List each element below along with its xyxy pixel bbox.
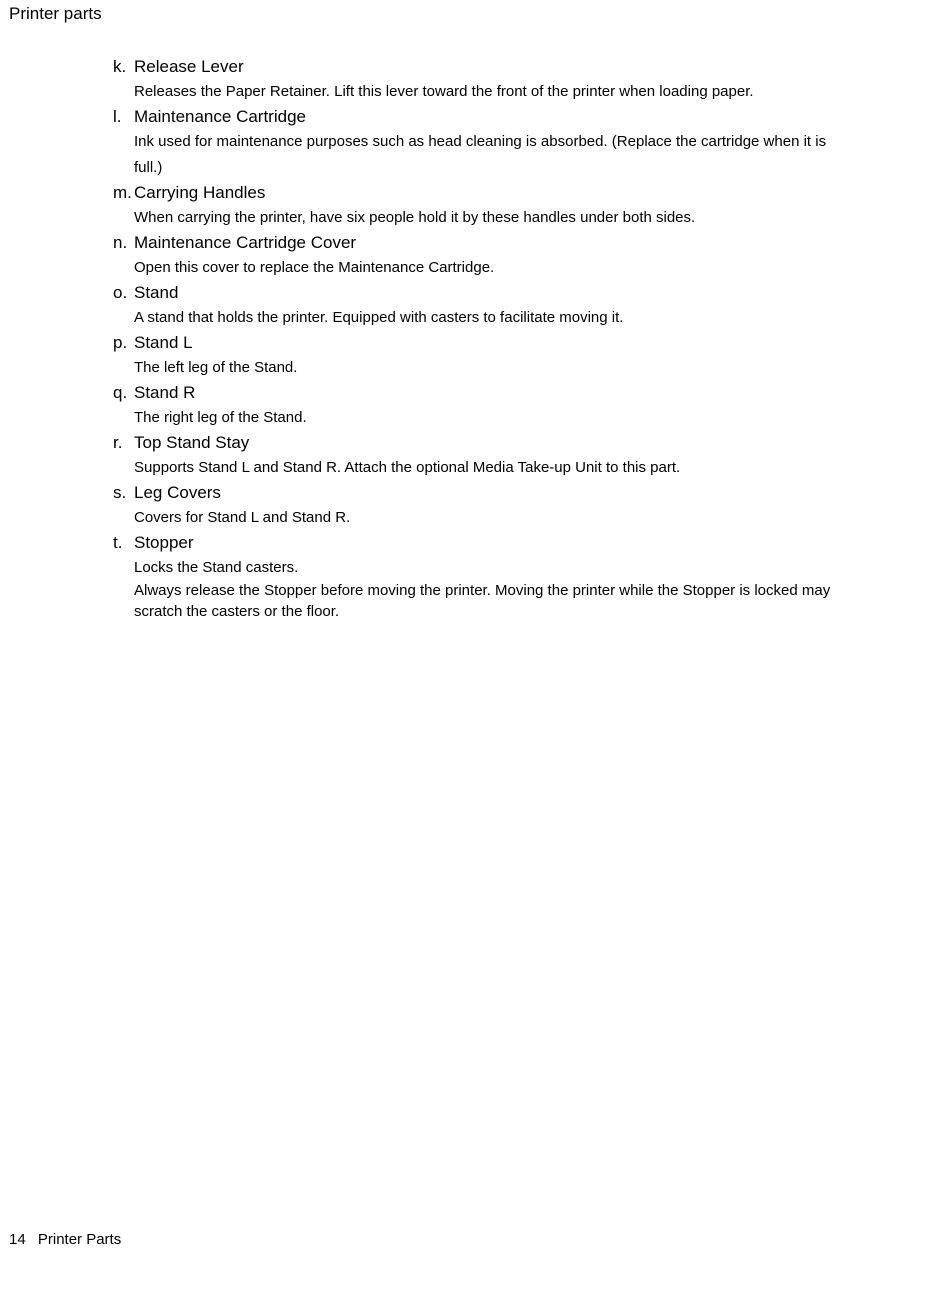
item-marker: o. xyxy=(113,283,128,302)
part-item-top-stand-stay xyxy=(113,431,848,481)
part-name: Maintenance Cartridge Cover xyxy=(134,233,357,252)
part-caution-note: Always release the Stopper before moving the printer. Moving the printer while the Stopper is locked may scratch the casters or the floor. xyxy=(134,582,831,620)
part-description: When carrying the printer, have six people hold it by these handles under both sides. xyxy=(134,209,696,226)
part-name: Stand xyxy=(134,283,179,302)
parts-list xyxy=(113,55,848,622)
part-item-stand-r xyxy=(113,381,848,431)
part-item-stand xyxy=(113,281,848,331)
item-marker: s. xyxy=(113,483,127,502)
part-item-maintenance-cartridge-cover xyxy=(113,231,848,281)
part-item-maintenance-cartridge xyxy=(113,105,848,181)
part-name: Top Stand Stay xyxy=(134,433,250,452)
item-marker: r. xyxy=(113,433,123,452)
part-item-stopper xyxy=(113,531,848,622)
part-name: Maintenance Cartridge xyxy=(134,107,306,126)
item-marker: q. xyxy=(113,383,128,402)
part-description: Locks the Stand casters. xyxy=(134,559,299,576)
running-header: Printer parts xyxy=(9,4,102,23)
part-name: Release Lever xyxy=(134,57,244,76)
item-marker: m. xyxy=(113,183,132,202)
part-description: Covers for Stand L and Stand R. xyxy=(134,509,351,526)
part-description: Supports Stand L and Stand R. Attach the optional Media Take-up Unit to this part. xyxy=(134,459,681,476)
part-description: Releases the Paper Retainer. Lift this lever toward the front of the printer when loading paper. xyxy=(134,83,754,100)
part-description: The right leg of the Stand. xyxy=(134,409,307,426)
part-name: Stand L xyxy=(134,333,193,352)
part-name: Carrying Handles xyxy=(134,183,266,202)
part-description: Ink used for maintenance purposes such as head cleaning is absorbed. (Replace the cartridge when it is full.) xyxy=(134,133,827,176)
part-name: Leg Covers xyxy=(134,483,221,502)
footer-section-title: Printer Parts xyxy=(37,1231,122,1248)
item-marker: n. xyxy=(113,233,128,252)
part-description: Open this cover to replace the Maintenance Cartridge. xyxy=(134,259,495,276)
part-description: A stand that holds the printer. Equipped with casters to facilitate moving it. xyxy=(134,309,624,326)
part-item-stand-l xyxy=(113,331,848,381)
item-marker: t. xyxy=(113,533,123,552)
part-item-release-lever xyxy=(113,55,848,105)
item-marker: k. xyxy=(113,57,127,76)
part-description: The left leg of the Stand. xyxy=(134,359,298,376)
page-number: 14 xyxy=(9,1231,26,1248)
item-marker: l. xyxy=(113,107,122,126)
part-name: Stopper xyxy=(134,533,194,552)
page-footer xyxy=(9,1230,121,1250)
part-item-leg-covers xyxy=(113,481,848,531)
part-item-carrying-handles xyxy=(113,181,848,231)
item-marker: p. xyxy=(113,333,128,352)
part-name: Stand R xyxy=(134,383,196,402)
